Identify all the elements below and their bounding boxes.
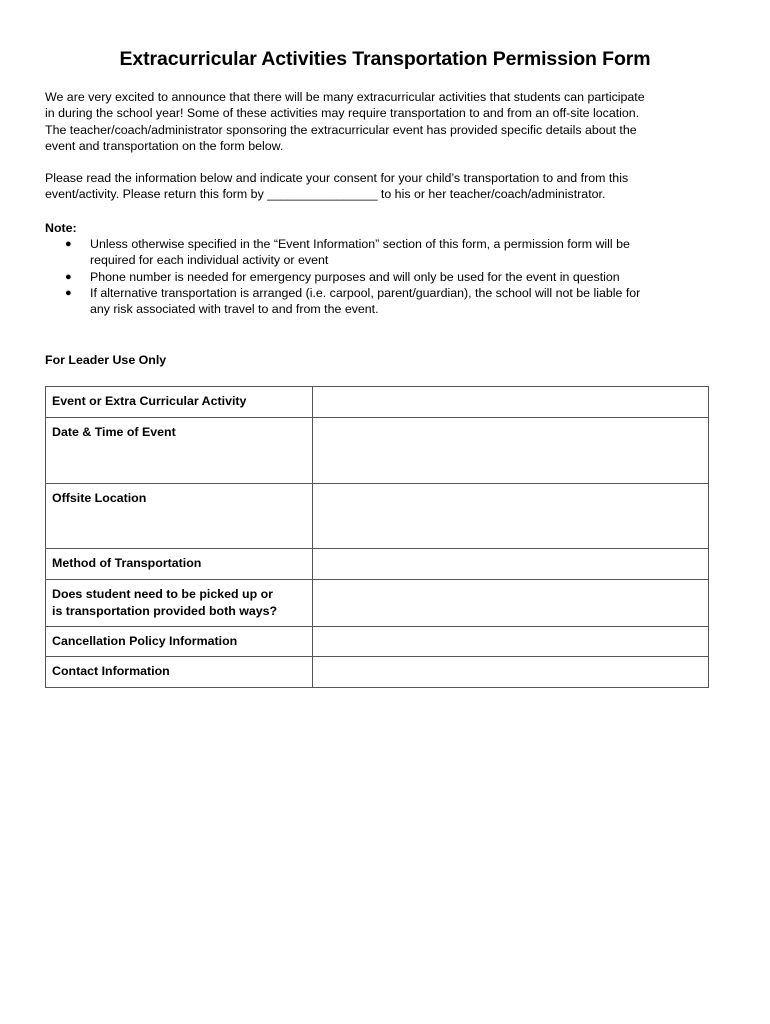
event-activity-field[interactable] — [313, 387, 709, 418]
row-label-text: Contact Information — [52, 664, 170, 678]
table-row — [46, 387, 709, 418]
bullet-icon: ● — [65, 238, 72, 250]
bullet-icon: ● — [65, 270, 72, 283]
note-text: If alternative transportation is arranged (i.e. carpool, parent/guardian), the school will not be liable for — [90, 285, 641, 300]
table-row — [46, 484, 709, 549]
note-text: Unless otherwise specified in the “Event Information” section of this form, a permission form will be — [90, 237, 630, 251]
leader-info-table — [45, 386, 709, 688]
bullet-icon: ● — [65, 286, 72, 299]
table-row — [46, 627, 709, 657]
transportation-method-field[interactable] — [313, 549, 709, 580]
row-label-text: Offsite Location — [52, 491, 147, 505]
instructions-paragraph — [45, 170, 735, 203]
table-row — [46, 657, 709, 688]
note-text: Phone number is needed for emergency purposes and will only be used for the event in question — [90, 269, 620, 284]
table-row — [46, 580, 709, 627]
instructions-line: Please read the information below and indicate your consent for your child’s transportation to and from this — [45, 171, 629, 185]
instructions-line: event/activity. Please return this form by ________________ to his or her teacher/coach/administrator. — [45, 187, 606, 202]
intro-line: The teacher/coach/administrator sponsoring the extracurricular event has provided specific details about the — [45, 122, 637, 137]
note-text: required for each individual activity or event — [90, 253, 329, 268]
row-label — [46, 657, 313, 688]
table-row — [46, 549, 709, 580]
cancellation-policy-field[interactable] — [313, 627, 709, 657]
contact-information-field[interactable] — [313, 657, 709, 688]
offsite-location-field[interactable] — [313, 484, 709, 549]
row-label-text: Date & Time of Event — [52, 425, 176, 439]
row-label-text: Method of Transportation — [52, 556, 202, 570]
intro-line: in during the school year! Some of these activities may require transportation to and from an off-site location. — [45, 106, 640, 121]
note-item — [45, 285, 725, 318]
form-title: Extracurricular Activities Transportation Permission Form — [119, 48, 651, 70]
note-heading: Note: — [45, 221, 77, 235]
note-text: any risk associated with travel to and from the event. — [90, 302, 379, 317]
intro-paragraph — [45, 89, 735, 154]
row-label — [46, 549, 313, 580]
row-label — [46, 418, 313, 484]
pickup-field[interactable] — [313, 580, 709, 627]
table-row — [46, 418, 709, 484]
intro-line: We are very excited to announce that there will be many extracurricular activities that students can participate — [45, 90, 645, 104]
row-label-text: is transportation provided both ways? — [52, 603, 278, 618]
row-label-text: Event or Extra Curricular Activity — [52, 394, 247, 408]
notes-list — [45, 236, 725, 317]
leader-section-heading: For Leader Use Only — [45, 353, 167, 367]
row-label — [46, 627, 313, 657]
row-label-text: Cancellation Policy Information — [52, 634, 238, 648]
row-label — [46, 387, 313, 418]
note-item — [45, 236, 725, 269]
date-time-field[interactable] — [313, 418, 709, 484]
row-label — [46, 484, 313, 549]
note-item — [45, 269, 725, 285]
row-label — [46, 580, 313, 627]
intro-line: event and transportation on the form below. — [45, 138, 284, 153]
row-label-text: Does student need to be picked up or — [52, 587, 273, 601]
